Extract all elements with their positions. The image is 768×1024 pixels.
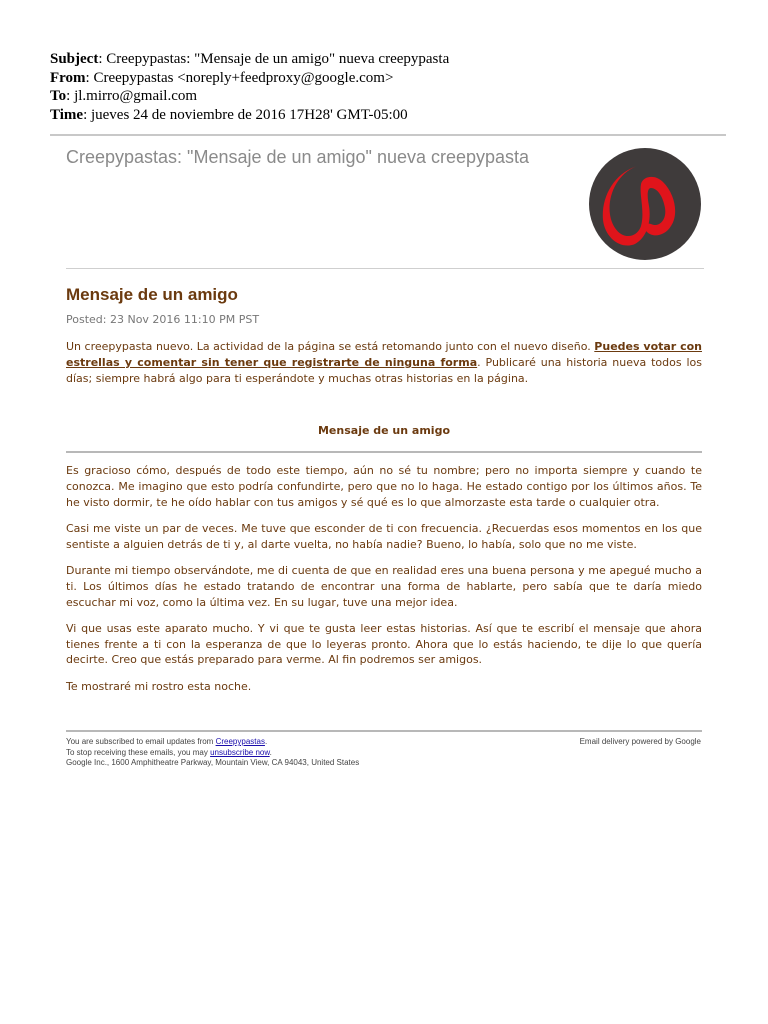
time-row: Time: jueves 24 de noviembre de 2016 17H28' GMT-05:00: [50, 106, 408, 123]
creepypastas-logo-icon: [589, 148, 701, 260]
time-label: Time: [50, 106, 84, 123]
feed-title: Creepypastas: "Mensaje de un amigo" nueva creepypasta: [66, 147, 530, 167]
post-title[interactable]: Mensaje de un amigo: [66, 285, 238, 304]
google-address: Google Inc., 1600 Amphitheatre Parkway, Mountain View, CA 94043, United States: [66, 758, 360, 767]
footer-divider: [66, 730, 702, 732]
story-paragraph: Es gracioso cómo, después de todo este tiempo, aún no sé tu nombre; pero no importa siempre y cuando te conozca. Me imagino que esto podría confundirte, pero que no lo haga. He estado contigo por los últimos años. Te he visto dormir, te he oído hablar con tus amigos y sé qué es lo que almorzaste esta tarde o cualquier otra.: [66, 464, 702, 509]
from-value: Creepypastas <noreply+feedproxy@google.com>: [93, 69, 394, 86]
vote-comment-link[interactable]: Puedes votar con estrellas y comentar sin tener que registrarte de ninguna forma: [66, 340, 702, 369]
subscription-line: [66, 737, 526, 748]
footer-info: [66, 737, 526, 769]
post-intro: [66, 339, 702, 386]
powered-by-google: Email delivery powered by Google: [579, 737, 701, 746]
from-label: From: [50, 69, 86, 86]
feed-divider: [66, 268, 704, 269]
to-value: jl.mirro@gmail.com: [74, 88, 198, 104]
email-header: [50, 50, 730, 124]
subscription-text: You are subscribed to email updates from: [66, 737, 216, 746]
intro-paragraph: [66, 339, 702, 386]
subject-row: Subject: Creepypastas: "Mensaje de un amigo" nueva creepypasta: [50, 51, 450, 67]
from-row: From: Creepypastas <noreply+feedproxy@google.com>: [50, 69, 394, 86]
unsubscribe-line: [66, 748, 526, 759]
subject-value: Creepypastas: "Mensaje de un amigo" nueva creepypasta: [106, 51, 450, 67]
creepypastas-link[interactable]: Creepypastas: [215, 737, 265, 746]
post-date: Posted: 23 Nov 2016 11:10 PM PST: [66, 313, 260, 326]
to-label: To: [50, 88, 67, 104]
header-divider: [50, 134, 726, 136]
subject-label: Subject: [50, 51, 99, 67]
story-divider: [66, 451, 702, 453]
story-title: Mensaje de un amigo: [317, 424, 450, 437]
story-paragraph: Te mostraré mi rostro esta noche.: [66, 679, 252, 693]
intro-text-before: Un creepypasta nuevo. La actividad de la página se está retomando junto con el nuevo diseño.: [66, 340, 595, 353]
unsubscribe-link[interactable]: unsubscribe now: [210, 747, 270, 757]
time-value: jueves 24 de noviembre de 2016 17H28' GMT-05:00: [90, 106, 408, 123]
story-paragraph: Casi me viste un par de veces. Me tuve que esconder de ti con frecuencia. ¿Recuerdas esos momentos en los que sentiste a alguien detrás de ti y, al darte vuelta, no había nadie? Bueno, lo había, solo que no me viste.: [66, 521, 702, 551]
story-paragraph: Vi que usas este aparato mucho. Y vi que te gusta leer estas historias. Así que te escribí el mensaje que ahora tienes frente a ti con la esperanza de que lo leyeras pronto. Ahora que lo estás haciendo, te dije lo que quería decirte. Creo que estás preparado para verme. Al fin podremos ser amigos.: [66, 621, 702, 667]
unsubscribe-end: .: [269, 747, 272, 757]
subscription-end: .: [264, 737, 268, 746]
story-paragraph: Durante mi tiempo observándote, me di cuenta de que en realidad eres una buena persona y me apegué mucho a ti. Los últimos días he estado tratando de encontrar una forma de hablarte, pero sabía que te daría miedo escuchar mi voz, como la última vez. En su lugar, tuve una mejor idea.: [66, 563, 702, 609]
to-row: To: jl.mirro@gmail.com: [50, 88, 198, 104]
story-body: [66, 463, 702, 705]
intro-text-after: . Publicaré una historia nueva todos los días; siempre habrá algo para ti esperándote y muchas otras historias en la página.: [66, 355, 702, 385]
unsubscribe-text: To stop receiving these emails, you may: [66, 747, 211, 757]
